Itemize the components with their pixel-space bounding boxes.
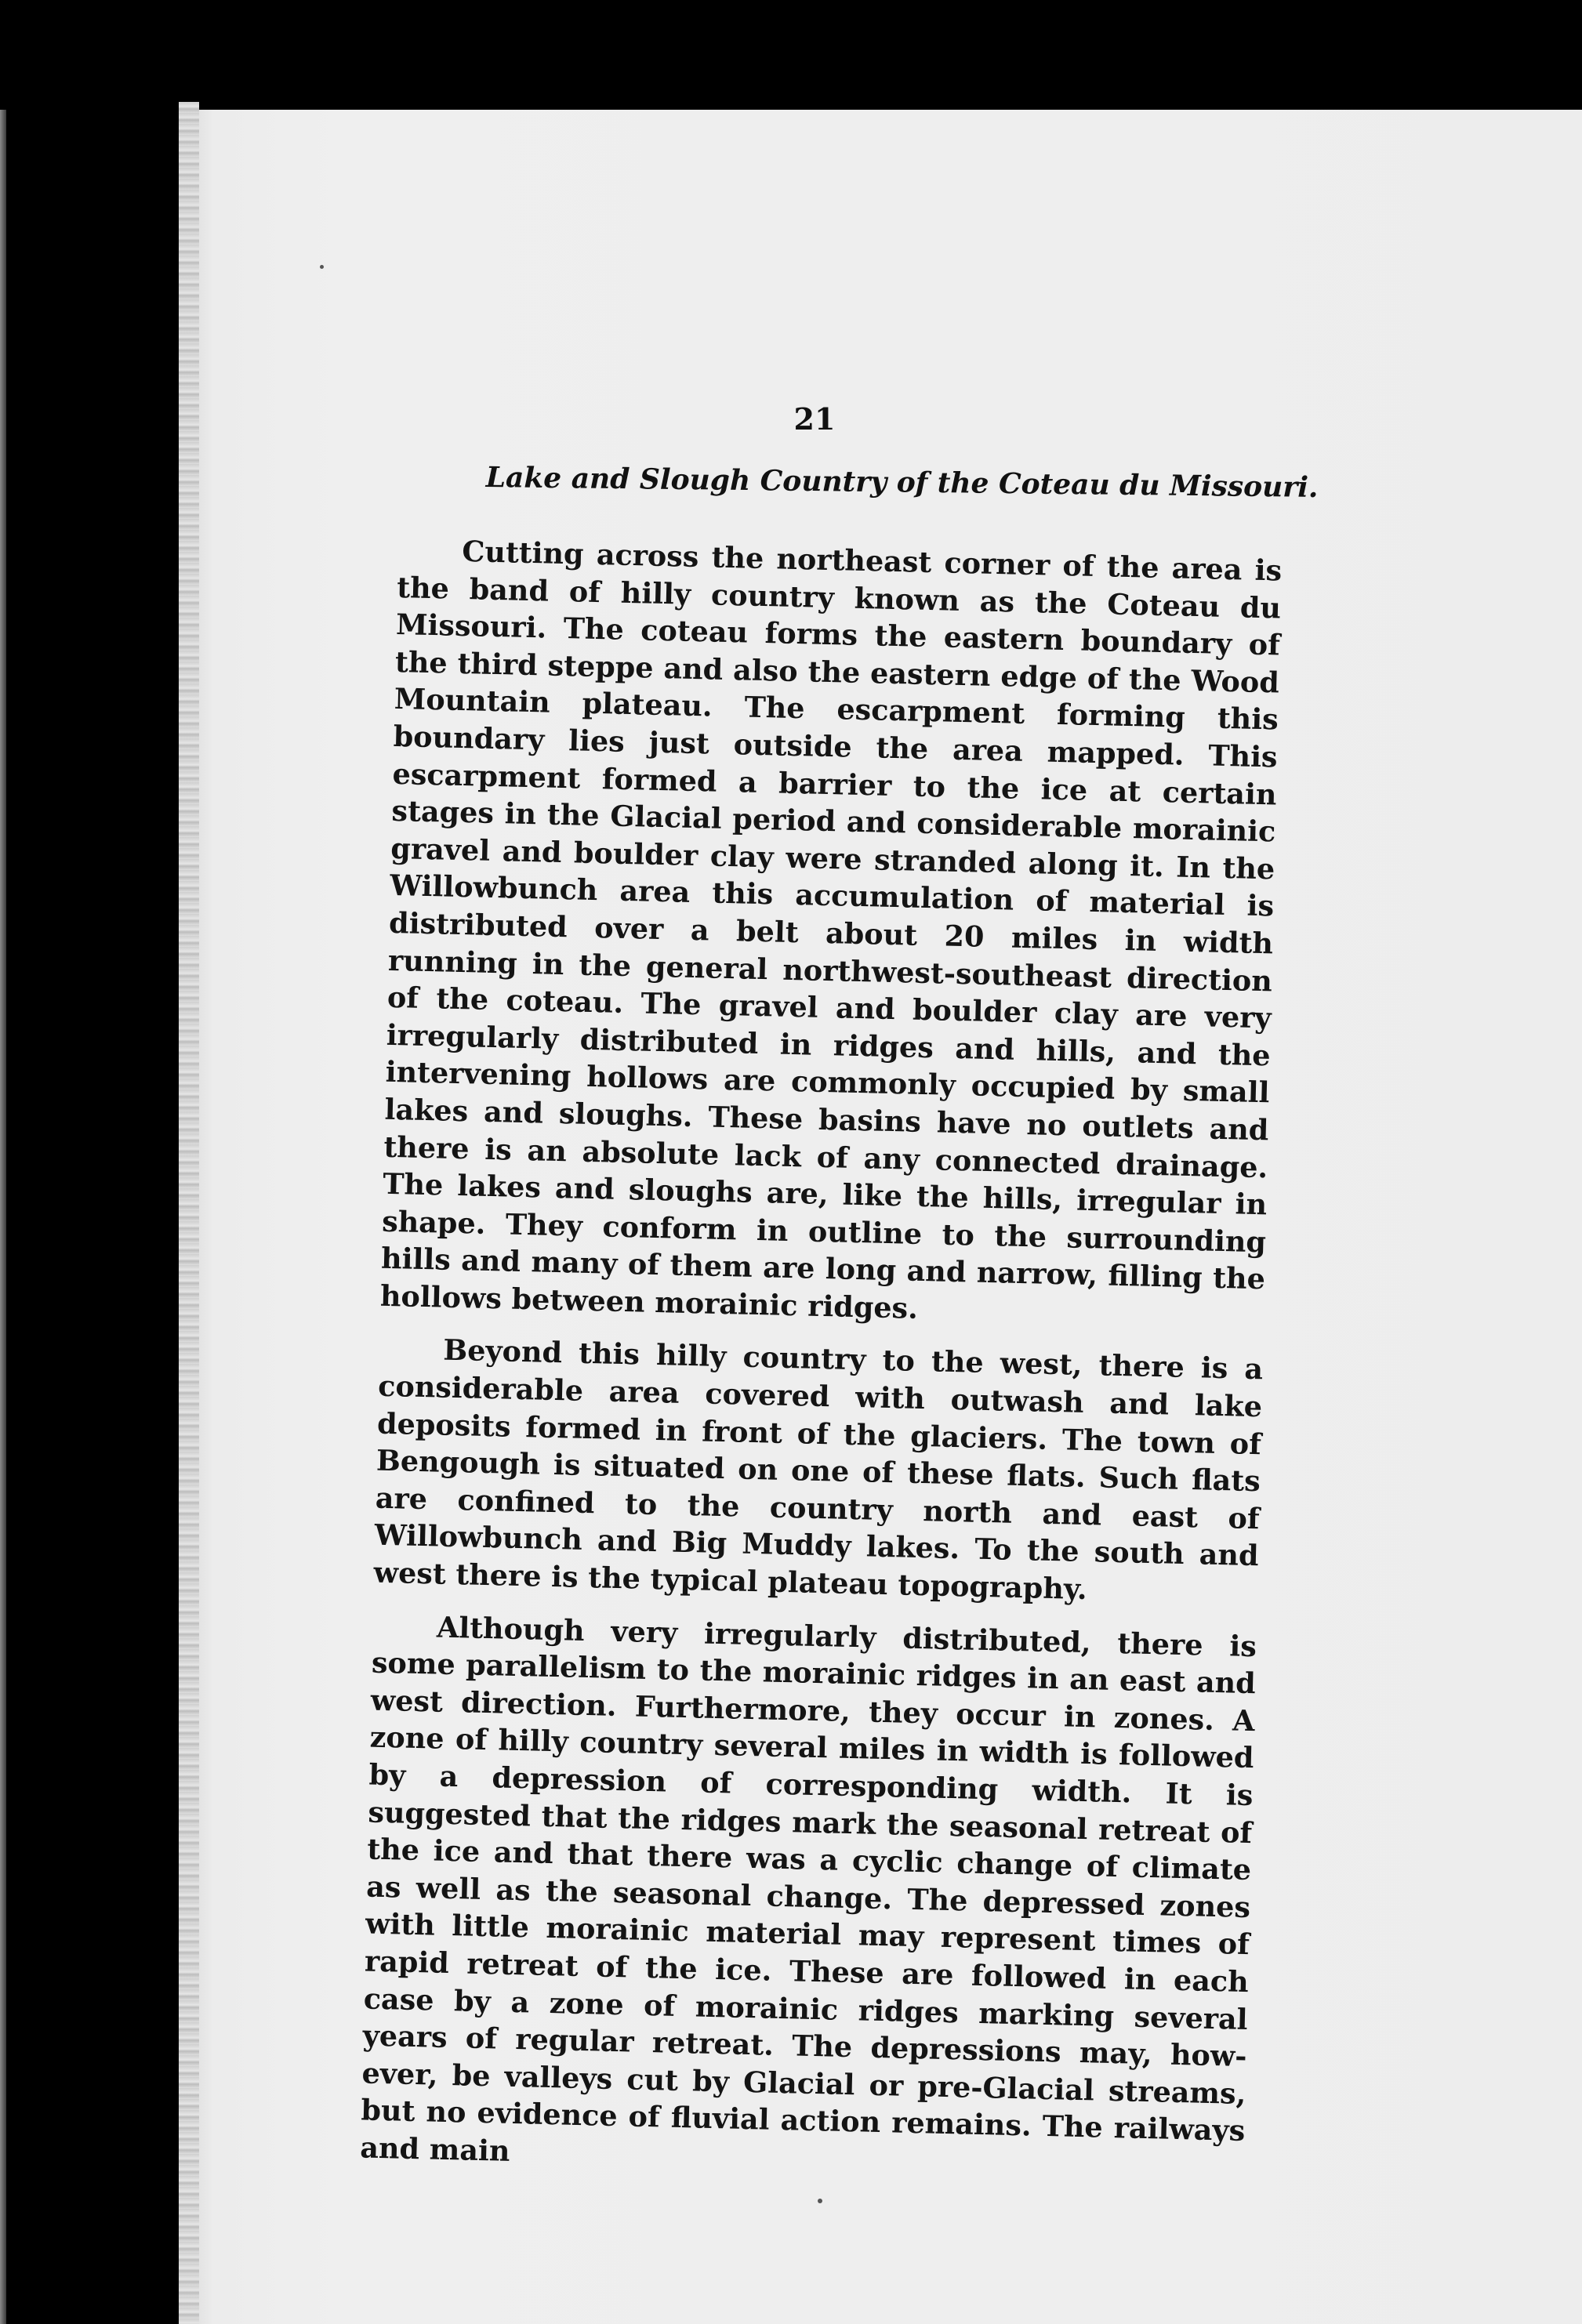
section-heading: Lake and Slough Country of the Coteau du Missouri. (485, 461, 1319, 504)
page-number: 21 (793, 401, 836, 437)
dust-speck (818, 2199, 822, 2203)
book-spine-edge (0, 110, 6, 2324)
dust-speck (320, 265, 324, 269)
paragraph: Cutting across the northeast corner of the area is the band of hilly country known as the Coteau du Missouri. The coteau forms the eastern boundary of the third steppe and also the eastern edge of the Wood Mountain plateau. The escarpment forming this boundary lies just outside the area mapped. This escarpment formed a barrier to the ice at certain stages in the Glacial period and considerable morainic gravel and boulder clay were stranded along it. In the Willowbunch area this accumulation of material is distributed over a belt about 20 miles in width running in the general northwest-southeast direction of the coteau. The gravel and boulder clay are very irregularly distributed in ridges and hills, and the intervening hollows are commonly occupied by small lakes and sloughs. These basins have no outlets and there is an absolute lack of any connected drainage. The lakes and sloughs are, like the hills, irregular in shape. They conform in outline to the surrounding hills and many of them are long and narrow, filling the hollows between morainic ridges. (379, 534, 1283, 1325)
paragraph: Although very irregularly distributed, there is some parallelism to the morainic ridges in an east and west direction. Furthermore, they occur in zones. A zone of hilly country several miles in width is followed by a depression of corresponding width. It is suggested that the ridges mark the seasonal retreat of the ice and that there was a cyclic change of climate as well as the seasonal change. The depressed zones with little morainic material may represent times of rapid retreat of the ice. These are followed in each case by a zone of morainic ridges marking several years of regular retreat. The depressions may, however, be valleys cut by Glacial or pre-Glacial streams, but no evidence of fluvial action remains. The railways and main (359, 1610, 1257, 2168)
paragraph: Beyond this hilly country to the west, there is a considerable area covered with outwash and lake deposits formed in front of the glaciers. The town of Bengough is situated on one of these flats. Such flats are confined to the country north and east of Willowbunch and Big Muddy lakes. To the south and west there is the typical plateau topography. (373, 1333, 1264, 1607)
body-text (359, 531, 1282, 2203)
